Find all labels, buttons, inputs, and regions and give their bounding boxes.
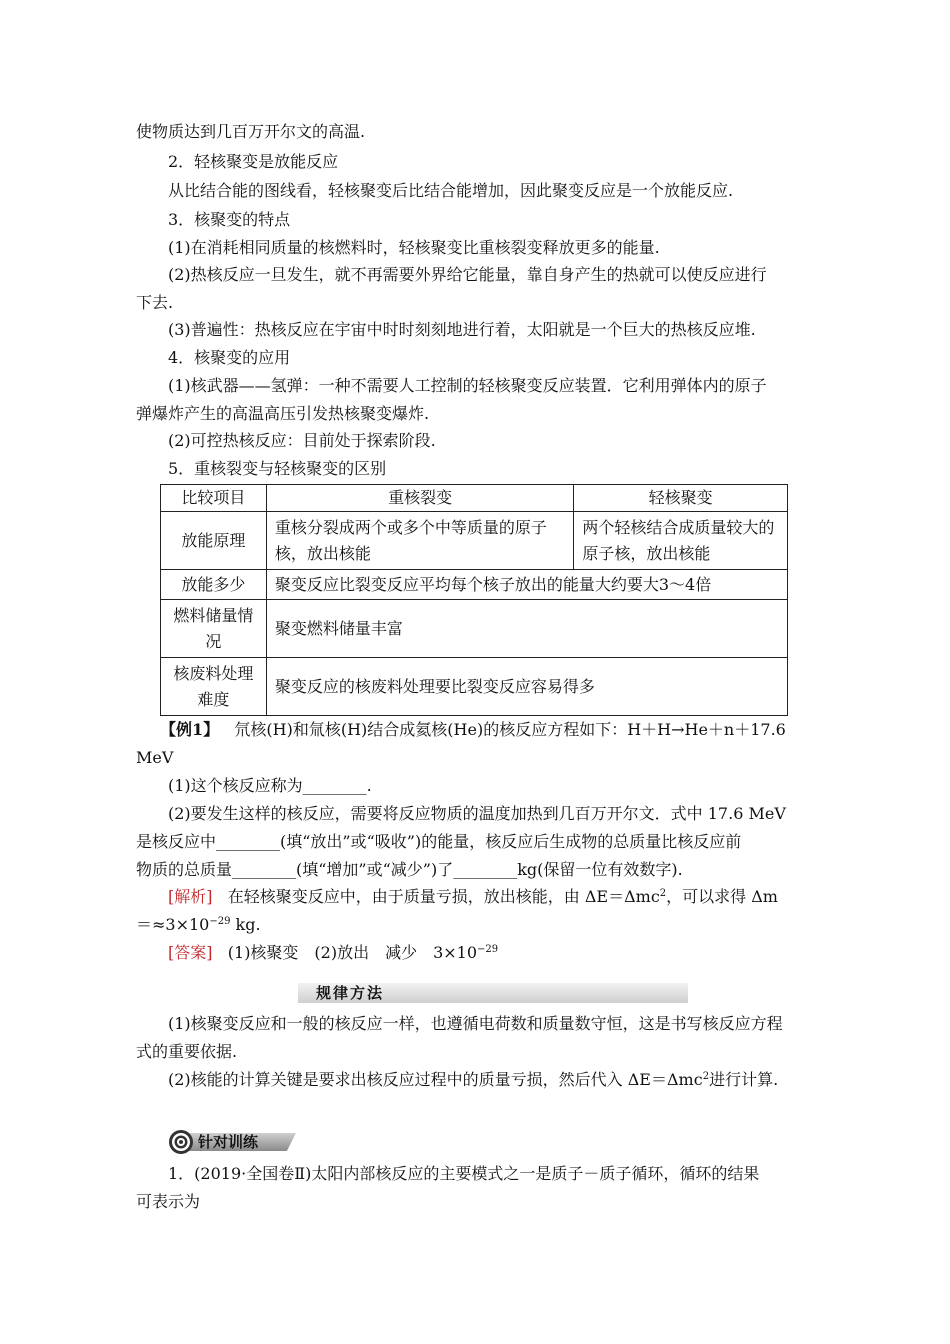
table-cell-merged: 聚变反应的核废料处理要比裂变反应容易得多 (266, 658, 787, 716)
table-row (161, 512, 788, 570)
table-cell-item: 放能多少 (161, 570, 267, 600)
example-line: MeV (136, 748, 174, 767)
method-text: (2)核能的计算关键是要求出核反应过程中的质量亏损，然后代入 ΔE＝Δmc (168, 1070, 703, 1089)
question-line: (2)要发生这样的核反应，需要将反应物质的温度加热到几百万开尔文．式中 17.6 MeV (168, 804, 786, 823)
answer-line (168, 943, 498, 963)
text-line: (1)核武器——氢弹：一种不需要人工控制的轻核聚变反应装置．它利用弹体内的原子 (168, 376, 767, 395)
text-line: (2)热核反应一旦发生，就不再需要外界给它能量，靠自身产生的热就可以使反应进行 (168, 265, 767, 284)
table-row (161, 658, 788, 716)
method-line: 式的重要依据. (136, 1042, 238, 1061)
question-line: 物质的总质量________(填“增加”或“减少”)了________kg(保留一位有效数字). (136, 860, 683, 879)
answer-text: (1)核聚变 (2)放出 减少 3×10 (227, 943, 478, 962)
table-cell-fission: 重核分裂成两个或多个中等质量的原子核，放出核能 (266, 512, 573, 570)
section-heading: 3．核聚变的特点 (168, 210, 291, 229)
table-cell-fusion: 两个轻核结合成质量较大的原子核，放出核能 (574, 512, 788, 570)
analysis-text: 在轻核聚变反应中，由于质量亏损，放出核能，由 ΔE＝Δmc (227, 887, 660, 906)
text-line: (2)可控热核反应：目前处于探索阶段. (168, 431, 436, 450)
text-line: 使物质达到几百万开尔文的高温. (136, 122, 366, 141)
question-line: (1)这个核反应称为________. (168, 776, 372, 795)
analysis-text-tail: ，可以求得 Δm (666, 887, 778, 906)
analysis-tag: [解析] (168, 887, 213, 906)
method-line: (1)核聚变反应和一般的核反应一样，也遵循电荷数和质量数守恒，这是书写核反应方程 (168, 1014, 783, 1033)
target-icon (168, 1129, 194, 1155)
table-cell-merged: 聚变燃料储量丰富 (266, 600, 787, 658)
analysis-line (168, 887, 778, 907)
section-heading: 5．重核裂变与轻核聚变的区别 (168, 459, 387, 478)
method-text-tail: 进行计算. (709, 1070, 779, 1089)
table-header-cell: 重核裂变 (266, 485, 573, 512)
analysis-unit: kg. (230, 915, 261, 934)
table-cell-item: 核废料处理难度 (161, 658, 267, 716)
text-line: 从比结合能的图线看，轻核聚变后比结合能增加，因此聚变反应是一个放能反应. (168, 181, 734, 200)
superscript: 2 (659, 888, 667, 899)
training-question-line: 可表示为 (136, 1192, 201, 1211)
answer-tag: [答案] (168, 943, 213, 962)
example-tag: 【例1】 (160, 720, 220, 739)
text-line: (3)普遍性：热核反应在宇宙中时时刻刻地进行着，太阳就是一个巨大的热核反应堆. (168, 320, 756, 339)
method-banner-title: 规律方法 (316, 984, 385, 1002)
table-cell-item: 燃料储量情况 (161, 600, 267, 658)
table-row (161, 600, 788, 658)
table-header-row (161, 485, 788, 512)
text-line: (1)在消耗相同质量的核燃料时，轻核聚变比重核裂变释放更多的能量. (168, 238, 660, 257)
question-line: 是核反应中________(填“放出”或“吸收”)的能量，核反应后生成物的总质量比核反应前 (136, 832, 742, 851)
method-line (168, 1070, 778, 1090)
example-line (160, 720, 786, 740)
superscript: 2 (702, 1071, 710, 1082)
table-header-cell: 比较项目 (161, 485, 267, 512)
analysis-line (136, 915, 261, 935)
text-line: 下去. (136, 293, 174, 312)
table-cell-merged: 聚变反应比裂变反应平均每个核子放出的能量大约要大3～4倍 (266, 570, 787, 600)
example-text: 氘核(H)和氚核(H)结合成氦核(He)的核反应方程如下：H＋H→He＋n＋17.6 (234, 720, 786, 739)
training-banner-title: 针对训练 (198, 1133, 259, 1151)
training-banner (168, 1129, 298, 1153)
text-line: 弹爆炸产生的高温高压引发热核聚变爆炸. (136, 404, 430, 423)
superscript: −29 (209, 916, 231, 927)
section-heading: 2．轻核聚变是放能反应 (168, 152, 339, 171)
analysis-text: ＝≈3×10 (136, 915, 210, 934)
training-question-line: 1．(2019·全国卷Ⅱ)太阳内部核反应的主要模式之一是质子－质子循环，循环的结果 (168, 1164, 760, 1183)
table-header-cell: 轻核聚变 (574, 485, 788, 512)
table-row (161, 570, 788, 600)
section-heading: 4．核聚变的应用 (168, 348, 291, 367)
superscript: −29 (477, 944, 499, 955)
comparison-table (160, 484, 788, 716)
table-cell-item: 放能原理 (161, 512, 267, 570)
